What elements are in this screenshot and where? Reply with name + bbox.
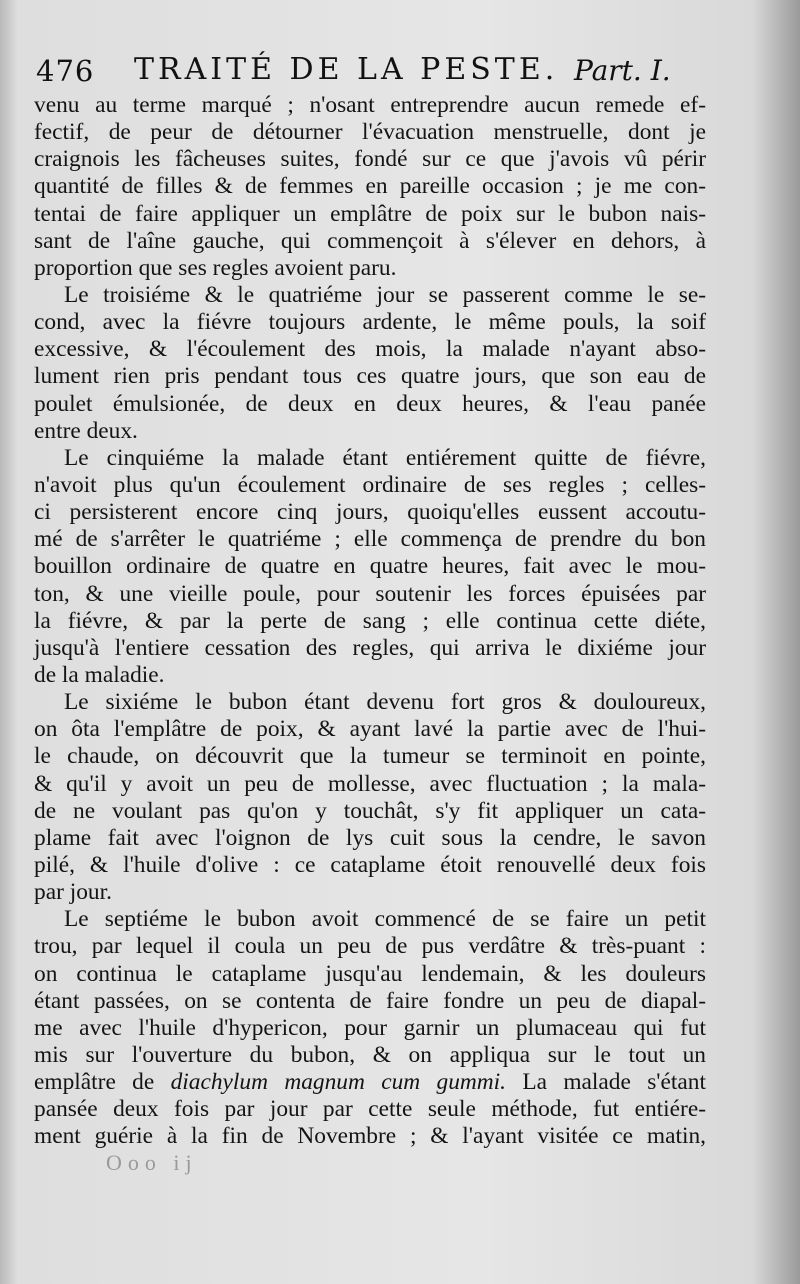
text-line: fectif, de peur de détourner l'évacuation menstruelle, dont je	[34, 119, 706, 146]
text-line: n'avoit plus qu'un écoulement ordinaire de ses regles ; celles-	[34, 471, 706, 498]
text-line: & qu'il y avoit un peu de mollesse, avec fluctuation ; la mala-	[34, 770, 706, 797]
running-header	[36, 52, 756, 92]
text-line: la fiévre, & par la perte de sang ; elle continua cette diéte,	[34, 607, 706, 634]
text-line: étant passées, on se contenta de faire fondre un peu de diapal-	[34, 987, 706, 1014]
paragraph-start-line: Le sixiéme le bubon étant devenu fort gros & douloureux,	[64, 689, 706, 716]
text-line: quantité de filles & de femmes en pareille occasion ; je me con-	[34, 173, 706, 200]
text-line: de ne voulant pas qu'on y touchât, s'y fit appliquer un cata-	[34, 797, 706, 824]
signature-mark: Ooo ij	[106, 1150, 198, 1175]
text-line: ci persisterent encore cinq jours, quoiqu'elles eussent accoutu-	[34, 499, 706, 526]
text-line: lument rien pris pendant tous ces quatre jours, que son eau de	[34, 363, 706, 390]
running-part: Part. I.	[574, 54, 671, 87]
paragraph-start-line: Le troisiéme & le quatriéme jour se passerent comme le se-	[64, 281, 706, 308]
text-line: ton, & une vieille poule, pour soutenir les forces épuisées par	[34, 580, 706, 607]
text-segment: La malade s'étant	[506, 1069, 706, 1096]
text-line: jusqu'à l'entiere cessation des regles, qui arriva le dixiéme jour	[34, 634, 706, 661]
text-line: plame fait avec l'oignon de lys cuit sous la cendre, le savon	[34, 824, 706, 851]
text-line: mis sur l'ouverture du bubon, & on appliqua sur le tout un	[34, 1041, 706, 1068]
text-line: poulet émulsionée, de deux en deux heures, & l'eau panée	[34, 390, 706, 417]
text-line: bouillon ordinaire de quatre en quatre heures, fait avec le mou-	[34, 553, 706, 580]
text-line: par jour.	[34, 879, 112, 906]
body-text	[34, 92, 706, 1150]
text-line: entre deux.	[34, 417, 138, 444]
text-line: on continua le cataplame jusqu'au lendemain, & les douleurs	[34, 960, 706, 987]
text-line: tentai de faire appliquer un emplâtre de poix sur le bubon nais-	[34, 200, 706, 227]
paragraph-start-line: Le septiéme le bubon avoit commencé de se faire un petit	[64, 906, 706, 933]
text-line: sant de l'aîne gauche, qui commençoit à s'élever en dehors, à	[34, 227, 706, 254]
text-line: proportion que ses regles avoient paru.	[34, 254, 397, 281]
paragraph-start-line: Le cinquiéme la malade étant entiérement quitte de fiévre,	[64, 444, 706, 471]
text-line: excessive, & l'écoulement des mois, la malade n'ayant abso-	[34, 336, 706, 363]
text-line: me avec l'huile d'hypericon, pour garnir un plumaceau qui fut	[34, 1014, 706, 1041]
text-line: craignois les fâcheuses suites, fondé sur ce que j'avois vû périr	[34, 146, 706, 173]
text-line: de la maladie.	[34, 661, 165, 688]
text-line: trou, par lequel il coula un peu de pus verdâtre & très-puant :	[34, 933, 706, 960]
text-line: on ôta l'emplâtre de poix, & ayant lavé la partie avec de l'hui-	[34, 716, 706, 743]
text-line: cond, avec la fiévre toujours ardente, le même pouls, la soif	[34, 309, 706, 336]
text-line: ment guérie à la fin de Novembre ; & l'ayant visitée ce matin,	[34, 1123, 706, 1150]
text-line-with-italic	[34, 1069, 706, 1096]
text-segment: emplâtre de	[34, 1069, 171, 1096]
italic-phrase: diachylum magnum cum gummi.	[170, 1069, 507, 1096]
text-line: le chaude, on découvrit que la tumeur se terminoit en pointe,	[34, 743, 706, 770]
text-line: pilé, & l'huile d'olive : ce cataplame étoit renouvellé deux fois	[34, 851, 706, 878]
page-number: 476	[36, 54, 95, 88]
text-line: pansée deux fois par jour par cette seule méthode, fut entiére-	[34, 1096, 706, 1123]
running-title: TRAITÉ DE LA PESTE.	[134, 52, 559, 87]
text-line: mé de s'arrêter le quatriéme ; elle commença de prendre du bon	[34, 526, 706, 553]
text-line: venu au terme marqué ; n'osant entreprendre aucun remede ef-	[34, 92, 706, 118]
